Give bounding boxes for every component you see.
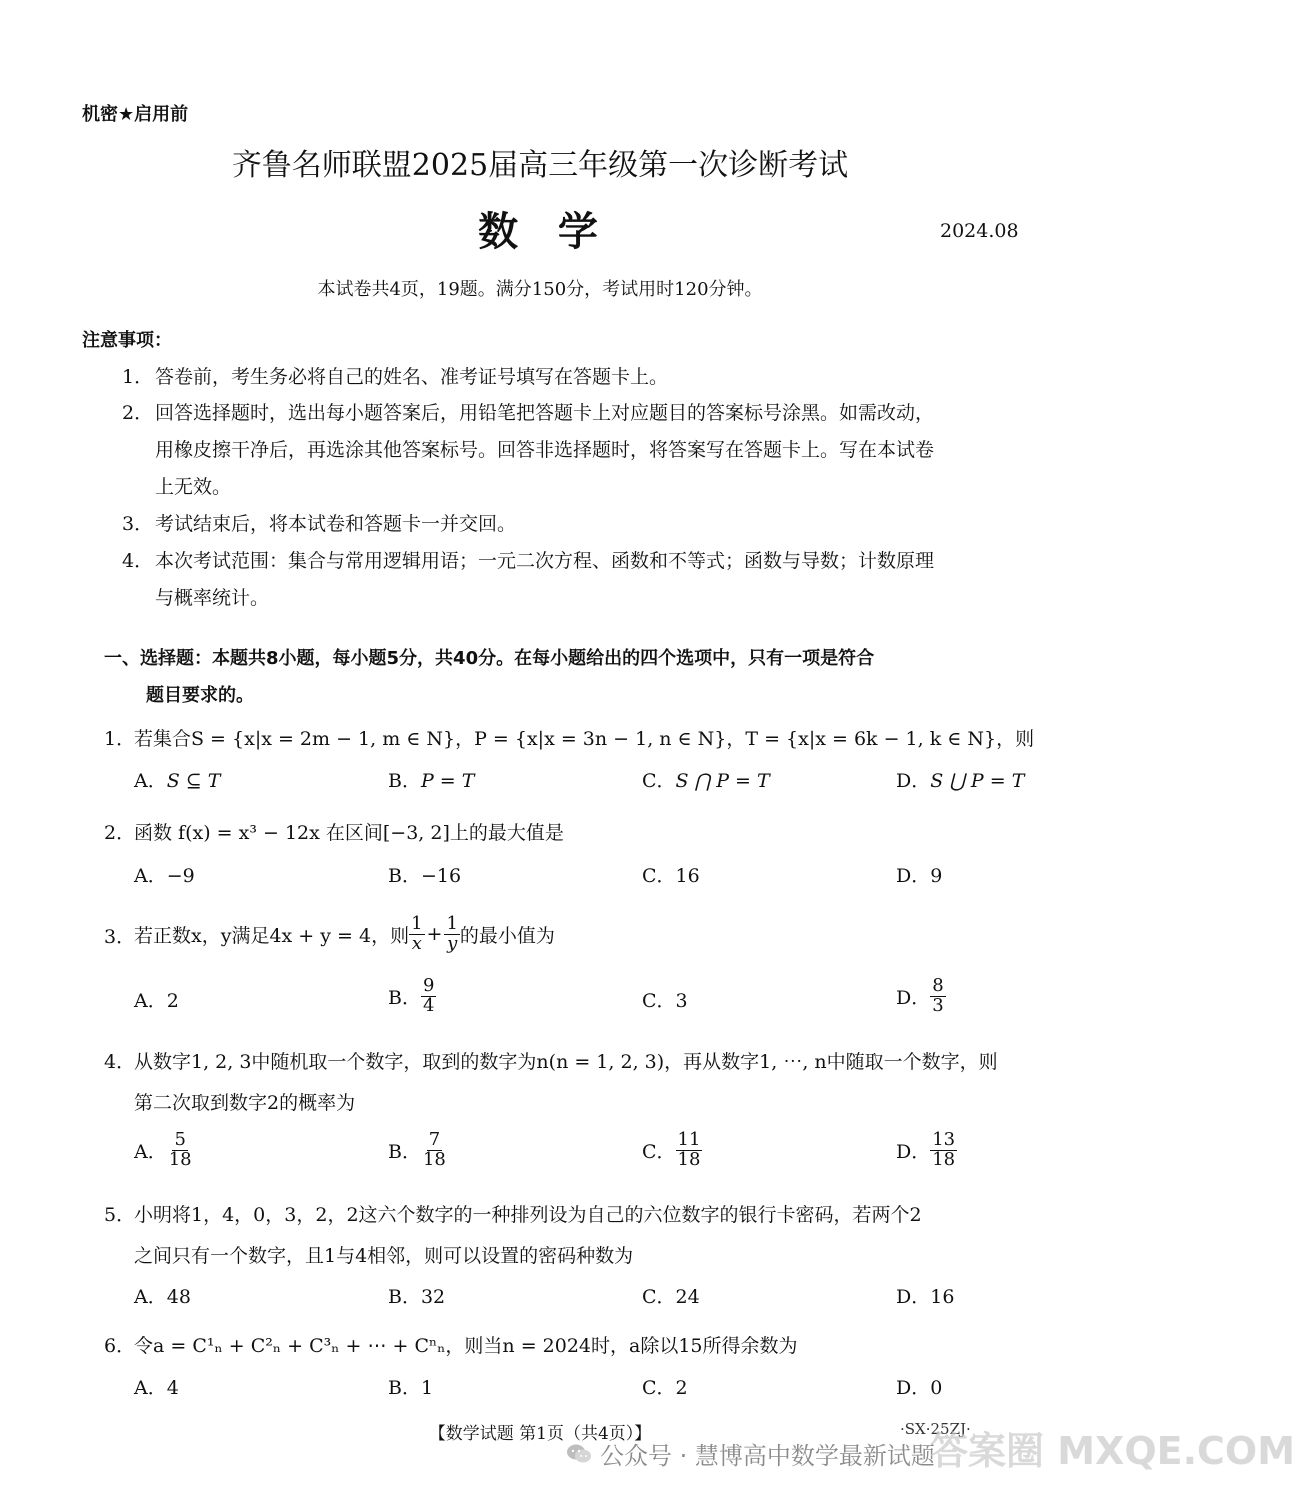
note-text: 上无效。 <box>155 476 232 498</box>
option-b: B． $\frac{9}{4}$ <box>388 974 435 1016</box>
notes-heading: 注意事项： <box>82 330 172 351</box>
note-number: 1． <box>122 366 154 388</box>
note-text: 与概率统计。 <box>155 587 270 609</box>
note-text: 回答选择题时，选出每小题答案后，用铅笔把答题卡上对应题目的答案标号涂黑。如需改动， <box>155 402 935 424</box>
confidential-label: 机密★启用前 <box>82 104 189 125</box>
option-a: A．4 <box>134 1377 179 1399</box>
option-a: A．48 <box>134 1286 191 1308</box>
fraction: $\frac{1}{x}$ <box>411 912 423 954</box>
note-text: 考试结束后，将本试卷和答题卡一并交回。 <box>155 513 517 535</box>
section-heading-cont: 题目要求的。 <box>146 685 254 706</box>
option-c: C．S ⋂ P = T <box>642 770 770 792</box>
fraction: $\frac{1}{y}$ <box>446 912 458 954</box>
option-c: C．16 <box>642 865 700 887</box>
option-d: D．S ⋃ P = T <box>896 770 1025 792</box>
subject-title: 数 学 <box>478 209 602 255</box>
option-d: D． $\frac{8}{3}$ <box>896 974 944 1016</box>
wechat-icon <box>566 1443 592 1465</box>
section-heading: 一、选择题：本题共8小题，每小题5分，共40分。在每小题给出的四个选项中，只有一项是符合 <box>104 648 875 669</box>
exam-summary: 本试卷共4页，19题。满分150分，考试用时120分钟。 <box>317 279 763 300</box>
option-a: A．S ⊆ T <box>134 770 221 792</box>
question-number: 3． <box>104 926 136 948</box>
option-b: B．32 <box>388 1286 446 1308</box>
question-number: 6． <box>104 1335 136 1357</box>
paper-code: ·SX·25ZJ· <box>900 1420 971 1438</box>
question-stem: 从数字1, 2, 3中随机取一个数字，取到的数字为n(n = 1, 2, 3)，再从数字1, ⋯, n中随取一个数字，则 <box>134 1051 998 1073</box>
option-c: C．24 <box>642 1286 700 1308</box>
option-c: C． $\frac{11}{18}$ <box>642 1128 701 1170</box>
question-stem: 小明将1，4，0，3，2，2这六个数字的一种排列设为自己的六位数字的银行卡密码，若两个2 <box>134 1204 922 1226</box>
note-text: 本次考试范围：集合与常用逻辑用语；一元二次方程、函数和不等式；函数与导数；计数原理 <box>155 550 935 572</box>
note-number: 4． <box>122 550 154 572</box>
watermark: 答案圈 MXQE.COM <box>930 1429 1295 1473</box>
option-d: D．16 <box>896 1286 955 1308</box>
option-a: A．2 <box>134 990 179 1012</box>
note-text: 答卷前，考生务必将自己的姓名、准考证号填写在答题卡上。 <box>155 366 669 388</box>
option-c: C．2 <box>642 1377 688 1399</box>
note-text: 用橡皮擦干净后，再选涂其他答案标号。回答非选择题时，将答案写在答题卡上。写在本试卷 <box>155 439 935 461</box>
exam-date: 2024.08 <box>940 220 1019 242</box>
note-number: 3． <box>122 513 154 535</box>
option-b: B．1 <box>388 1377 434 1399</box>
question-number: 1． <box>104 728 136 750</box>
exam-title: 齐鲁名师联盟2025届高三年级第一次诊断考试 <box>231 148 849 183</box>
option-a: A． $\frac{5}{18}$ <box>134 1128 192 1170</box>
option-c: C．3 <box>642 990 688 1012</box>
question-stem-cont: 之间只有一个数字，且1与4相邻，则可以设置的密码种数为 <box>134 1245 634 1267</box>
option-b: B．−16 <box>388 865 462 887</box>
option-d: D．0 <box>896 1377 943 1399</box>
question-number: 2． <box>104 822 136 844</box>
page-footer: 【数学试题 第1页（共4页）】 <box>428 1424 652 1444</box>
option-d: D．9 <box>896 865 943 887</box>
question-stem: 若集合S = {x|x = 2m − 1, m ∈ N}，P = {x|x = 3n − 1, n ∈ N}，T = {x|x = 6k − 1, k ∈ N}，则 <box>134 728 1035 750</box>
question-stem: 若正数x，y满足4x + y = 4，则 $\frac{1}{x}$ + $\frac{1}{y}$ 的最小值为 <box>134 912 555 954</box>
question-number: 4． <box>104 1051 136 1073</box>
wechat-credit: 公众号 · 慧博高中数学最新试题 <box>566 1436 935 1471</box>
question-stem: 函数 f(x) = x³ − 12x 在区间[−3, 2]上的最大值是 <box>134 822 564 844</box>
question-number: 5． <box>104 1204 136 1226</box>
option-b: B．P = T <box>388 770 475 792</box>
option-d: D． $\frac{13}{18}$ <box>896 1128 956 1170</box>
option-a: A．−9 <box>134 865 195 887</box>
note-number: 2． <box>122 402 154 424</box>
question-stem: 令a = C¹ₙ + C²ₙ + C³ₙ + ⋯ + Cⁿₙ，则当n = 2024时，a除以15所得余数为 <box>134 1335 798 1357</box>
question-stem-cont: 第二次取到数字2的概率为 <box>134 1092 356 1114</box>
option-b: B． $\frac{7}{18}$ <box>388 1128 446 1170</box>
